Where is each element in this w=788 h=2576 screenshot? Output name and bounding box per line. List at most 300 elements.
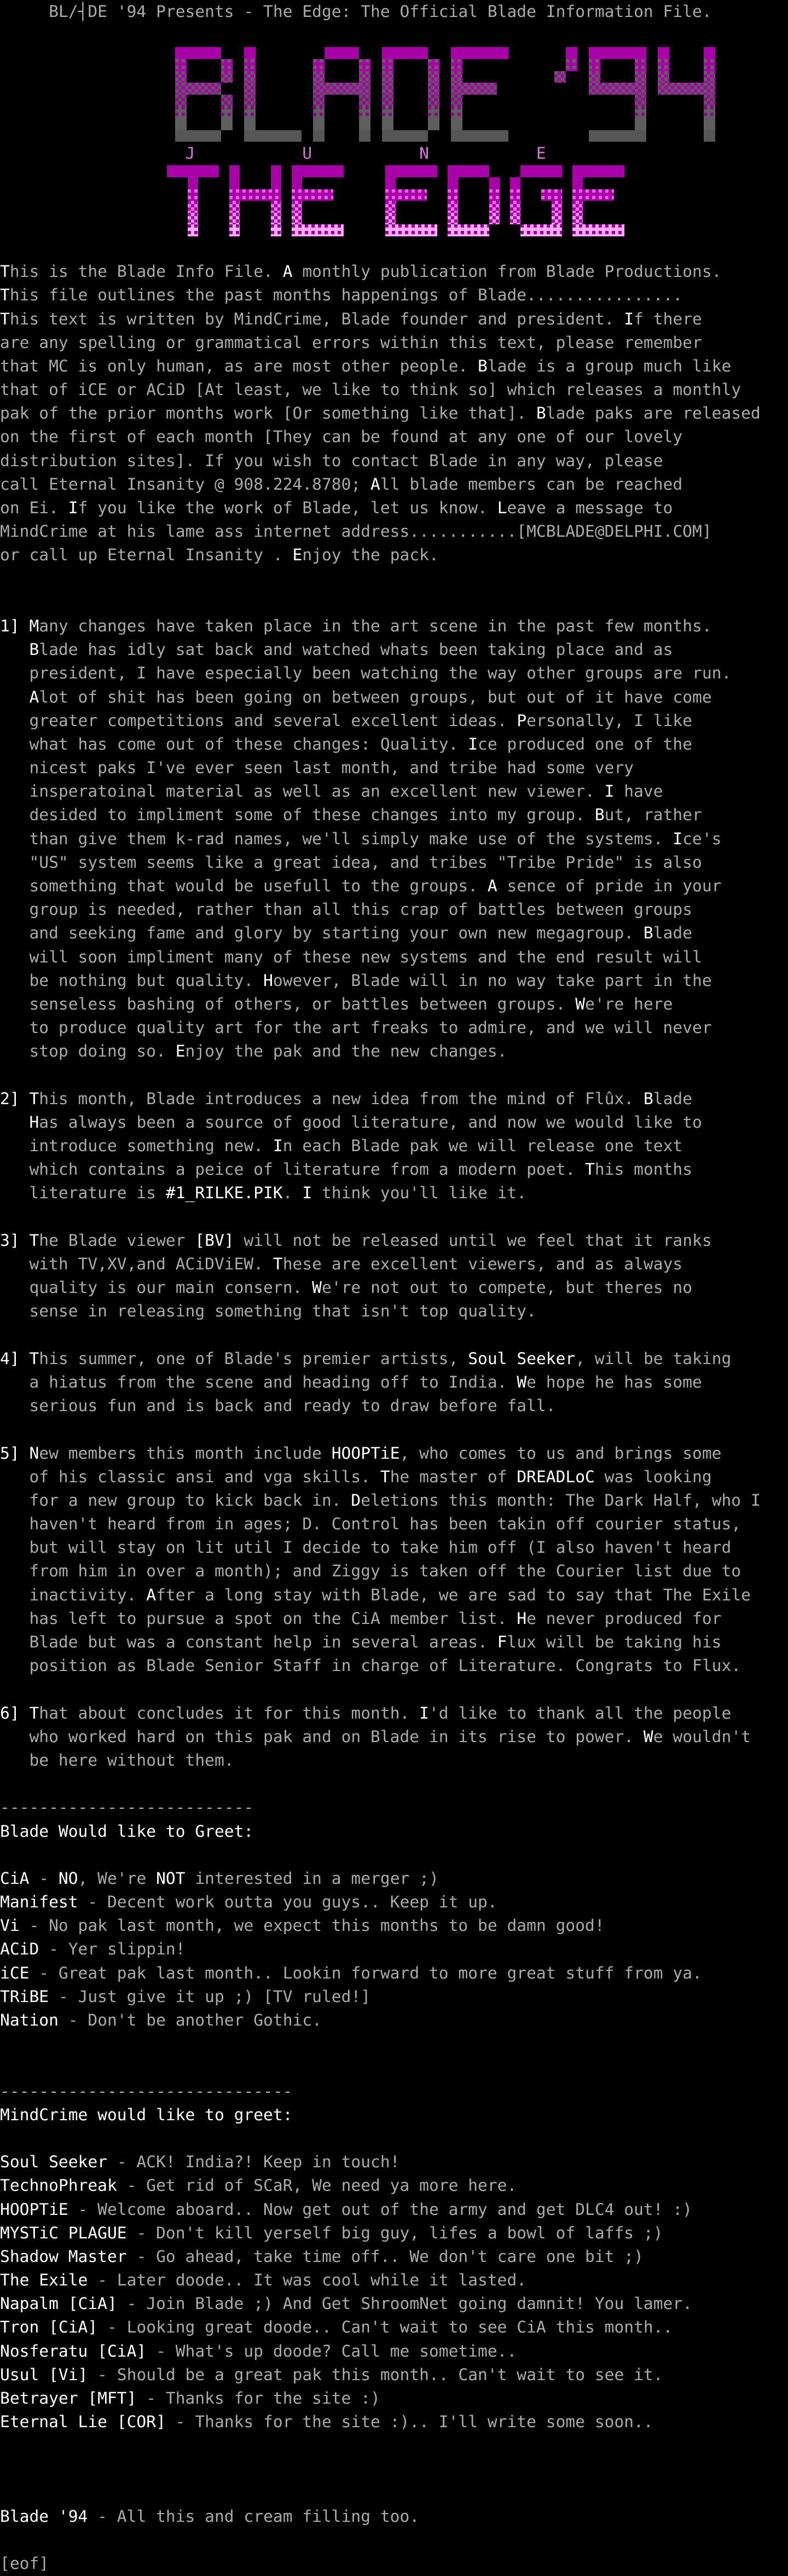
text-segment: to produce quality art for the art freaks to admire, and we will never <box>0 1018 712 1037</box>
art-gap <box>393 106 428 118</box>
text-segment: on the first of each month [They can be found at any one of our lovely <box>0 427 683 446</box>
text-segment: distribution sites]. If you wish to contact Blade in any way, please <box>0 451 663 470</box>
art-row <box>175 47 788 59</box>
text-segment: Soul Seeker <box>0 2153 107 2172</box>
art-gap <box>583 213 635 225</box>
text-segment: insperatoinal material as well as an excellent new viewer. <box>0 782 605 801</box>
art-gap <box>240 177 271 189</box>
art-pixels <box>313 106 325 118</box>
art-pixels <box>385 213 396 225</box>
text-segment: L <box>497 498 507 518</box>
text-line <box>0 1442 788 1465</box>
art-gap <box>646 83 658 95</box>
text-segment: lade has idly sat back and watched whats been taking place and as <box>39 640 673 659</box>
art-gap <box>462 95 635 107</box>
text-segment: that of iCE or ACiD [At least, we like to think so] which releases a monthly <box>0 380 741 399</box>
text-line <box>0 2032 788 2056</box>
art-gap <box>370 118 382 130</box>
text-segment: MindCrime would like to greet: <box>0 2105 293 2124</box>
art-gap <box>281 213 292 225</box>
art-gap <box>646 118 704 130</box>
art-pixels <box>221 106 233 118</box>
text-segment: - Just give it up ;) [TV ruled!] <box>49 1987 371 2006</box>
text-segment: senseless bashing of others, or battles between groups. <box>0 994 576 1013</box>
art-gap <box>439 118 451 130</box>
text-segment: I <box>604 782 615 801</box>
text-line <box>0 921 788 945</box>
art-pixels <box>244 59 256 71</box>
art-pixels <box>704 47 715 59</box>
text-segment <box>0 640 29 659</box>
art-pixels <box>271 177 281 189</box>
text-segment: T <box>585 1160 595 1179</box>
text-line <box>0 2127 788 2150</box>
text-segment: from him in over a month); and Ziggy is taken off the Courier list due to <box>0 1562 741 1581</box>
text-segment: f you like the work of Blade, let us know. <box>78 498 497 518</box>
art-pixels <box>658 59 669 71</box>
art-gap <box>281 224 292 236</box>
art-gap <box>439 95 451 107</box>
art-gap <box>715 106 727 118</box>
text-segment: nicest paks I've ever seen last month, and tribe had some very <box>0 758 634 778</box>
art-gap <box>302 201 385 213</box>
presents-line <box>0 0 788 47</box>
text-segment: inactivity. <box>0 1585 147 1604</box>
text-segment: quality is our main consern. <box>0 1278 312 1297</box>
art-pixels <box>382 83 393 95</box>
text-line <box>0 1914 788 1937</box>
text-segment: stop doing so. <box>0 1042 176 1061</box>
art-pixels <box>175 59 187 71</box>
art-gap <box>198 201 229 213</box>
text-line <box>0 449 788 473</box>
art-pixels <box>428 71 439 83</box>
art-pixels <box>175 47 221 59</box>
text-line <box>0 2434 788 2457</box>
art-pixels <box>428 59 439 71</box>
text-segment: Usul [Vi] <box>0 2365 88 2384</box>
art-gap <box>489 165 520 177</box>
art-pixels <box>244 95 256 107</box>
text-segment: Tron [CiA] <box>0 2318 98 2337</box>
text-line <box>0 236 788 260</box>
art-pixels <box>244 130 302 142</box>
art-gap <box>428 130 451 142</box>
text-line <box>0 874 788 898</box>
text-line <box>0 2198 788 2221</box>
text-segment: will soon impliment many of these new systems and the end result will <box>0 947 702 966</box>
text-segment: CiA <box>0 1869 30 1888</box>
art-row <box>167 213 788 225</box>
text-line <box>0 1725 788 1749</box>
text-segment <box>0 1113 29 1132</box>
art-pixels <box>554 71 566 83</box>
text-segment: I <box>673 829 683 848</box>
art-gap <box>325 59 359 71</box>
art-pixels <box>572 165 624 177</box>
text-line <box>0 1559 788 1583</box>
art-gap <box>187 59 221 71</box>
text-segment: ll blade members can be reached <box>380 474 683 494</box>
text-line <box>0 993 788 1016</box>
art-pixels <box>510 177 520 189</box>
art-gap <box>646 59 658 71</box>
art-gap <box>396 177 448 189</box>
text-segment: but will stay on lit util I decide to take him off (I also haven't heard <box>0 1538 732 1557</box>
art-gap <box>520 177 572 189</box>
art-pixels <box>292 201 302 213</box>
text-line <box>0 1418 788 1441</box>
text-segment: was looking <box>594 1467 712 1486</box>
text-line <box>0 331 788 355</box>
art-gap <box>439 106 451 118</box>
art-pixels <box>520 165 562 177</box>
art-gap <box>393 59 428 71</box>
text-segment: Blade '94 <box>0 2507 88 2526</box>
art-gap <box>233 95 244 107</box>
art-gap <box>462 59 566 71</box>
text-segment: iCE <box>0 1963 30 1982</box>
art-gap <box>359 47 382 59</box>
text-segment: pak of the prior months work [Or something like that]. <box>0 404 536 423</box>
text-segment: HOOPTiE <box>331 1443 400 1463</box>
art-pixels <box>292 189 333 201</box>
text-segment: I <box>419 1703 429 1722</box>
art-pixels <box>229 177 240 189</box>
art-gap <box>562 213 572 225</box>
art-gap <box>167 201 188 213</box>
art-pixels <box>385 201 396 213</box>
art-gap <box>281 177 292 189</box>
art-gap <box>344 165 385 177</box>
art-pixels <box>704 59 715 71</box>
text-segment: H <box>517 1609 527 1628</box>
text-segment: #1_RILKE.PIK <box>165 1183 283 1203</box>
text-line <box>0 2552 788 2575</box>
art-pixels <box>451 83 497 95</box>
art-pixels <box>510 213 520 225</box>
text-line <box>0 2174 788 2197</box>
art-gap <box>256 83 313 95</box>
text-line <box>0 425 788 449</box>
text-segment: 4] T <box>0 1349 39 1368</box>
text-segment: are any spelling or grammatical errors within this text, please remember <box>0 333 702 352</box>
art-gap <box>715 95 727 107</box>
art-pixels <box>244 118 256 130</box>
art-pixels <box>188 189 198 201</box>
text-segment: B <box>643 1089 653 1108</box>
text-line <box>0 520 788 543</box>
text-segment: or call up Eternal Insanity . <box>0 546 293 565</box>
art-gap <box>508 130 589 142</box>
the-edge-banner <box>0 165 788 236</box>
art-row <box>167 201 788 213</box>
text-segment: his is the Blade Info File. <box>9 262 283 281</box>
art-gap <box>458 201 489 213</box>
text-line <box>0 1654 788 1678</box>
art-gap <box>221 130 244 142</box>
text-line <box>0 1252 788 1276</box>
text-segment: DREADLoC <box>517 1467 595 1486</box>
art-pixels <box>385 224 437 236</box>
art-gap <box>370 130 382 142</box>
art-gap <box>233 59 244 71</box>
art-gap <box>344 224 385 236</box>
art-pixels <box>188 213 198 225</box>
art-gap <box>462 106 635 118</box>
presents-text: BL/┤DE '94 Presents - The Edge: The Official Blade Information File. <box>0 2 712 21</box>
text-line <box>0 709 788 733</box>
text-line <box>0 1796 788 1819</box>
text-segment: any changes have taken place in the art scene in the past few months. <box>39 616 712 635</box>
art-pixels <box>292 177 302 189</box>
art-row <box>175 71 788 83</box>
text-segment: I <box>273 1136 283 1156</box>
text-line <box>0 827 788 851</box>
text-segment: [eof] <box>0 2554 49 2573</box>
art-pixels <box>271 224 281 236</box>
art-gap <box>624 224 635 236</box>
text-segment: has left to pursue a spot on the CiA member list. <box>0 1609 517 1628</box>
text-segment: , who comes to us and brings some <box>399 1443 722 1463</box>
art-gap <box>325 118 359 130</box>
art-gap <box>614 189 635 201</box>
art-gap <box>715 71 727 83</box>
art-gap <box>325 106 359 118</box>
text-line <box>0 686 788 709</box>
art-gap <box>669 47 704 59</box>
text-segment: lade is a group much like <box>487 356 732 375</box>
text-line <box>0 402 788 425</box>
text-line <box>0 1843 788 1867</box>
art-gap <box>167 177 188 189</box>
art-pixels <box>188 224 198 236</box>
text-line <box>0 591 788 614</box>
text-segment: Betrayer [MFT] <box>0 2389 137 2408</box>
text-segment: interested in a merger ;) <box>185 1869 439 1888</box>
art-gap <box>187 95 221 107</box>
art-pixels <box>552 213 562 225</box>
text-line <box>0 2245 788 2268</box>
art-gap <box>198 177 229 189</box>
art-gap <box>562 165 572 177</box>
art-gap <box>393 83 428 95</box>
art-pixels <box>359 95 370 107</box>
art-pixels <box>382 47 428 59</box>
text-segment: he master of <box>390 1467 517 1486</box>
art-pixels <box>229 224 240 236</box>
art-pixels <box>244 47 256 59</box>
art-pixels <box>313 59 325 71</box>
art-pixels <box>188 201 198 213</box>
text-segment: - Thanks for the site :) <box>136 2389 380 2408</box>
text-segment: fter a long stay with Blade, we are sad to say that The Exile <box>156 1585 751 1604</box>
text-segment: B <box>594 805 605 825</box>
art-gap <box>256 95 313 107</box>
art-gap <box>370 83 382 95</box>
text-segment: 1] M <box>0 616 39 635</box>
art-pixels <box>271 165 281 177</box>
art-pixels <box>451 130 508 142</box>
art-pixels <box>451 71 462 83</box>
text-segment: have <box>614 782 663 801</box>
art-pixels <box>382 106 393 118</box>
art-pixels <box>658 47 669 59</box>
text-segment: f there <box>634 309 702 328</box>
art-pixels <box>572 201 583 213</box>
text-segment: E <box>292 546 303 565</box>
text-segment: lade paks are released <box>546 404 761 423</box>
art-row <box>167 177 788 189</box>
june-banner <box>0 142 788 165</box>
text-segment: e're here <box>585 994 673 1013</box>
text-line <box>0 2387 788 2410</box>
art-gap <box>566 71 589 83</box>
text-line <box>0 378 788 402</box>
art-gap <box>219 165 229 177</box>
text-segment: a hiatus from the scene and heading off to India. <box>0 1372 517 1391</box>
text-line <box>0 355 788 378</box>
art-gap <box>715 47 727 59</box>
art-gap <box>577 59 589 71</box>
art-pixels <box>229 201 240 213</box>
text-segment: which contains a peice of literature from a modern poet. <box>0 1160 586 1179</box>
art-gap <box>256 71 313 83</box>
art-gap <box>240 224 271 236</box>
text-line <box>0 1489 788 1512</box>
text-segment: E <box>175 1042 186 1061</box>
text-segment: serious fun and is back and ready to draw before fall. <box>0 1396 556 1415</box>
art-pixels <box>292 224 344 236</box>
art-gap <box>583 177 635 189</box>
text-line <box>0 1772 788 1796</box>
text-segment: eave a message to <box>507 498 673 518</box>
text-segment: T <box>380 1467 390 1486</box>
art-gap <box>500 177 510 189</box>
art-pixels <box>704 106 715 118</box>
text-segment: n each Blade pak we will release one text <box>282 1136 683 1156</box>
text-segment: be nothing but quality. <box>0 971 264 990</box>
text-line <box>0 1371 788 1394</box>
text-segment: Blade Would like to Greet: <box>0 1821 254 1841</box>
text-segment: - Get rid of SCaR, We need ya more here. <box>117 2176 517 2195</box>
art-row <box>167 224 788 236</box>
text-line <box>0 260 788 283</box>
art-pixels <box>313 71 325 83</box>
text-segment: B <box>536 404 546 423</box>
art-gap <box>281 165 292 177</box>
text-segment: - Welcome aboard.. Now get out of the army and get DLC4 out! :) <box>68 2200 693 2219</box>
text-segment: owever, Blade will in no way take part in the <box>273 971 712 990</box>
text-segment: [BV] <box>195 1231 234 1250</box>
art-pixels <box>292 213 302 225</box>
art-pixels <box>313 95 325 107</box>
art-pixels <box>572 213 583 225</box>
text-segment: hat about concludes it for this month. <box>39 1703 420 1722</box>
text-segment: , We're <box>78 1869 157 1888</box>
art-pixels <box>359 106 370 118</box>
text-line <box>0 2340 788 2363</box>
art-gap <box>624 165 635 177</box>
art-pixels <box>229 165 240 177</box>
art-pixels <box>572 224 624 236</box>
text-segment: Blade but was a constant help in several areas. <box>0 1633 497 1652</box>
art-row <box>175 59 788 71</box>
art-gap <box>256 118 313 130</box>
text-line <box>0 2150 788 2174</box>
text-segment: than give them k-rad names, we'll simply make use of the systems. <box>0 829 673 848</box>
blade94-banner <box>0 47 788 142</box>
text-segment: NO <box>58 1869 78 1888</box>
art-pixels <box>451 95 462 107</box>
text-segment: his month, Blade introduces a new idea from the mind of Flûx. <box>39 1089 644 1108</box>
text-segment: A <box>370 474 380 494</box>
art-pixels <box>382 71 393 83</box>
text-segment: P <box>517 711 527 730</box>
text-segment: MYSTiC PLAGUE <box>0 2223 127 2242</box>
art-pixels <box>385 165 437 177</box>
text-line <box>0 1820 788 1843</box>
art-gap <box>715 59 727 71</box>
text-segment: e never produced for <box>526 1609 722 1628</box>
text-segment: - Join Blade ;) And Get ShroomNet going damnit! You lamer. <box>117 2294 693 2313</box>
art-gap <box>281 189 292 201</box>
text-segment: MindCrime at his lame ass internet address...........[MCBLADE@DELPHI.COM] <box>0 522 712 541</box>
text-segment: njoy the pak and the new changes. <box>185 1042 507 1061</box>
text-segment: 3] T <box>0 1231 39 1250</box>
art-pixels <box>541 189 562 201</box>
art-gap <box>669 71 704 83</box>
text-segment: Vi <box>0 1916 20 1935</box>
art-pixels <box>313 83 370 95</box>
art-pixels <box>589 83 646 95</box>
art-pixels <box>635 59 646 71</box>
art-pixels <box>175 106 187 118</box>
art-gap <box>370 71 382 83</box>
art-pixels <box>244 83 256 95</box>
text-segment: will not be released until we feel that it ranks <box>234 1231 712 1250</box>
art-pixels <box>635 71 646 83</box>
art-pixels <box>704 71 715 83</box>
art-pixels <box>448 224 489 236</box>
text-segment: NOT <box>156 1869 186 1888</box>
text-segment: his text is written by MindCrime, Blade founder and president. <box>9 309 624 328</box>
art-gap <box>577 47 589 59</box>
art-pixels <box>271 213 281 225</box>
art-pixels <box>229 189 281 201</box>
text-line <box>0 2363 788 2387</box>
art-pixels <box>221 95 233 107</box>
text-line <box>0 1324 788 1347</box>
art-gap <box>600 59 635 71</box>
art-pixels <box>448 189 458 201</box>
text-segment: - Later doode.. It was cool while it lasted. <box>88 2271 527 2290</box>
text-line <box>0 2221 788 2245</box>
text-segment: - All this and cream filling too. <box>88 2507 420 2526</box>
art-pixels <box>382 59 393 71</box>
text-line <box>0 1394 788 1418</box>
text-segment: desided to impliment some of these changes into my group. <box>0 805 595 825</box>
text-line <box>0 1064 788 1087</box>
art-pixels <box>635 118 646 130</box>
art-gap <box>462 118 635 130</box>
text-segment: B <box>29 640 39 659</box>
text-segment: as always been a source of good literature, and now we would like to <box>39 1112 702 1132</box>
art-gap <box>562 224 572 236</box>
text-segment: of his classic ansi and vga skills. <box>0 1467 380 1486</box>
text-segment: A <box>29 687 39 706</box>
art-pixels <box>359 118 370 130</box>
